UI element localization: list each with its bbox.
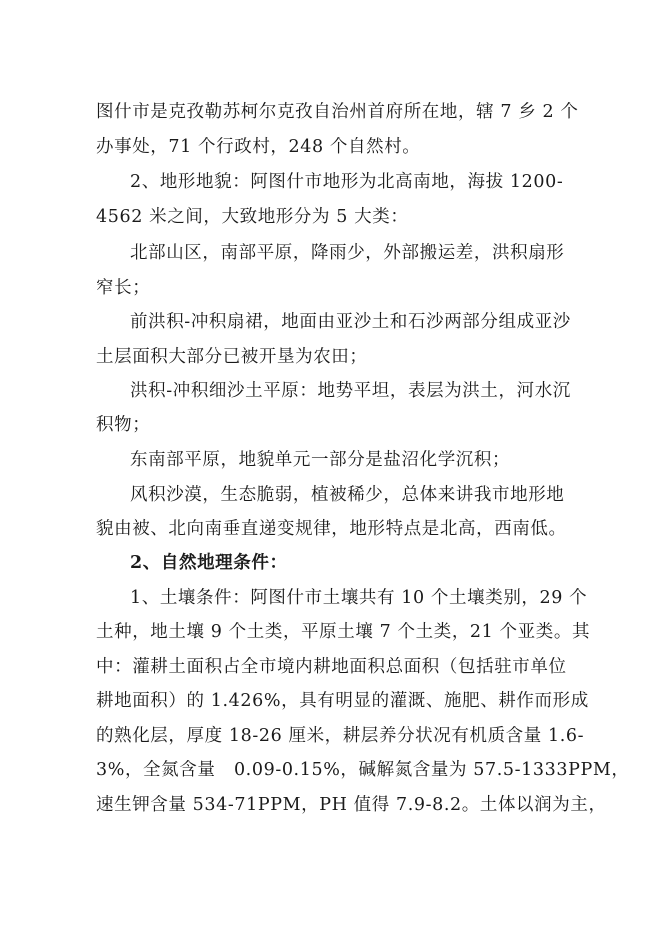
text-line-13: 貌由被、北向南垂直递变规律，地形特点是北高，西南低。 — [96, 519, 567, 539]
text-line-7: 前洪积-冲积扇裙，地面由亚沙土和石沙两部分组成亚沙 — [130, 312, 571, 332]
text-line-19: 的熟化层，厚度 18-26 厘米，耕层养分状况有机质含量 1.6- — [96, 726, 585, 746]
text-line-21: 速生钾含量 534-71PPM，PH 值得 7.9-8.2。土体以润为主， — [96, 795, 607, 815]
text-line-18: 耕地面积）的 1.426%，具有明显的灌溉、施肥、耕作而形成 — [96, 691, 589, 711]
text-line-16: 土种，地土壤 9 个土类，平原土壤 7 个土类，21 个亚类。其 — [96, 622, 591, 642]
text-line-17: 中：灌耕土面积占全市境内耕地面积总面积（包括驻市单位 — [96, 657, 567, 677]
text-line-12: 风积沙漠，生态脆弱，植被稀少，总体来讲我市地形地 — [130, 485, 565, 505]
text-line-3: 2、地形地貌：阿图什市地形为北高南地，海拔 1200- — [130, 172, 564, 192]
text-line-4: 4562 米之间，大致地形分为 5 大类： — [96, 207, 409, 227]
section-heading: 2、自然地理条件： — [130, 553, 288, 573]
text-line-6: 窄长； — [96, 278, 151, 298]
text-line-20: 3%，全氮含量 0.09-0.15%，碱解氮含量为 57.5-1333PPM， — [96, 760, 630, 780]
text-line-9: 洪积-冲积细沙土平原：地势平坦，表层为洪土，河水沉 — [130, 381, 571, 401]
text-line-10: 积物； — [96, 415, 151, 435]
text-line-2: 办事处，71 个行政村，248 个自然村。 — [96, 137, 421, 157]
text-line-15: 1、土壤条件：阿图什市土壤共有 10 个土壤类别，29 个 — [130, 588, 588, 608]
text-line-8: 土层面积大部分已被开垦为农田； — [96, 347, 368, 367]
text-line-1: 图什市是克孜勒苏柯尔克孜自治州首府所在地，辖 7 乡 2 个 — [96, 102, 579, 122]
text-line-11: 东南部平原，地貌单元一部分是盐沼化学沉积； — [130, 450, 511, 470]
text-line-5: 北部山区，南部平原，降雨少，外部搬运差，洪积扇形 — [130, 243, 565, 263]
